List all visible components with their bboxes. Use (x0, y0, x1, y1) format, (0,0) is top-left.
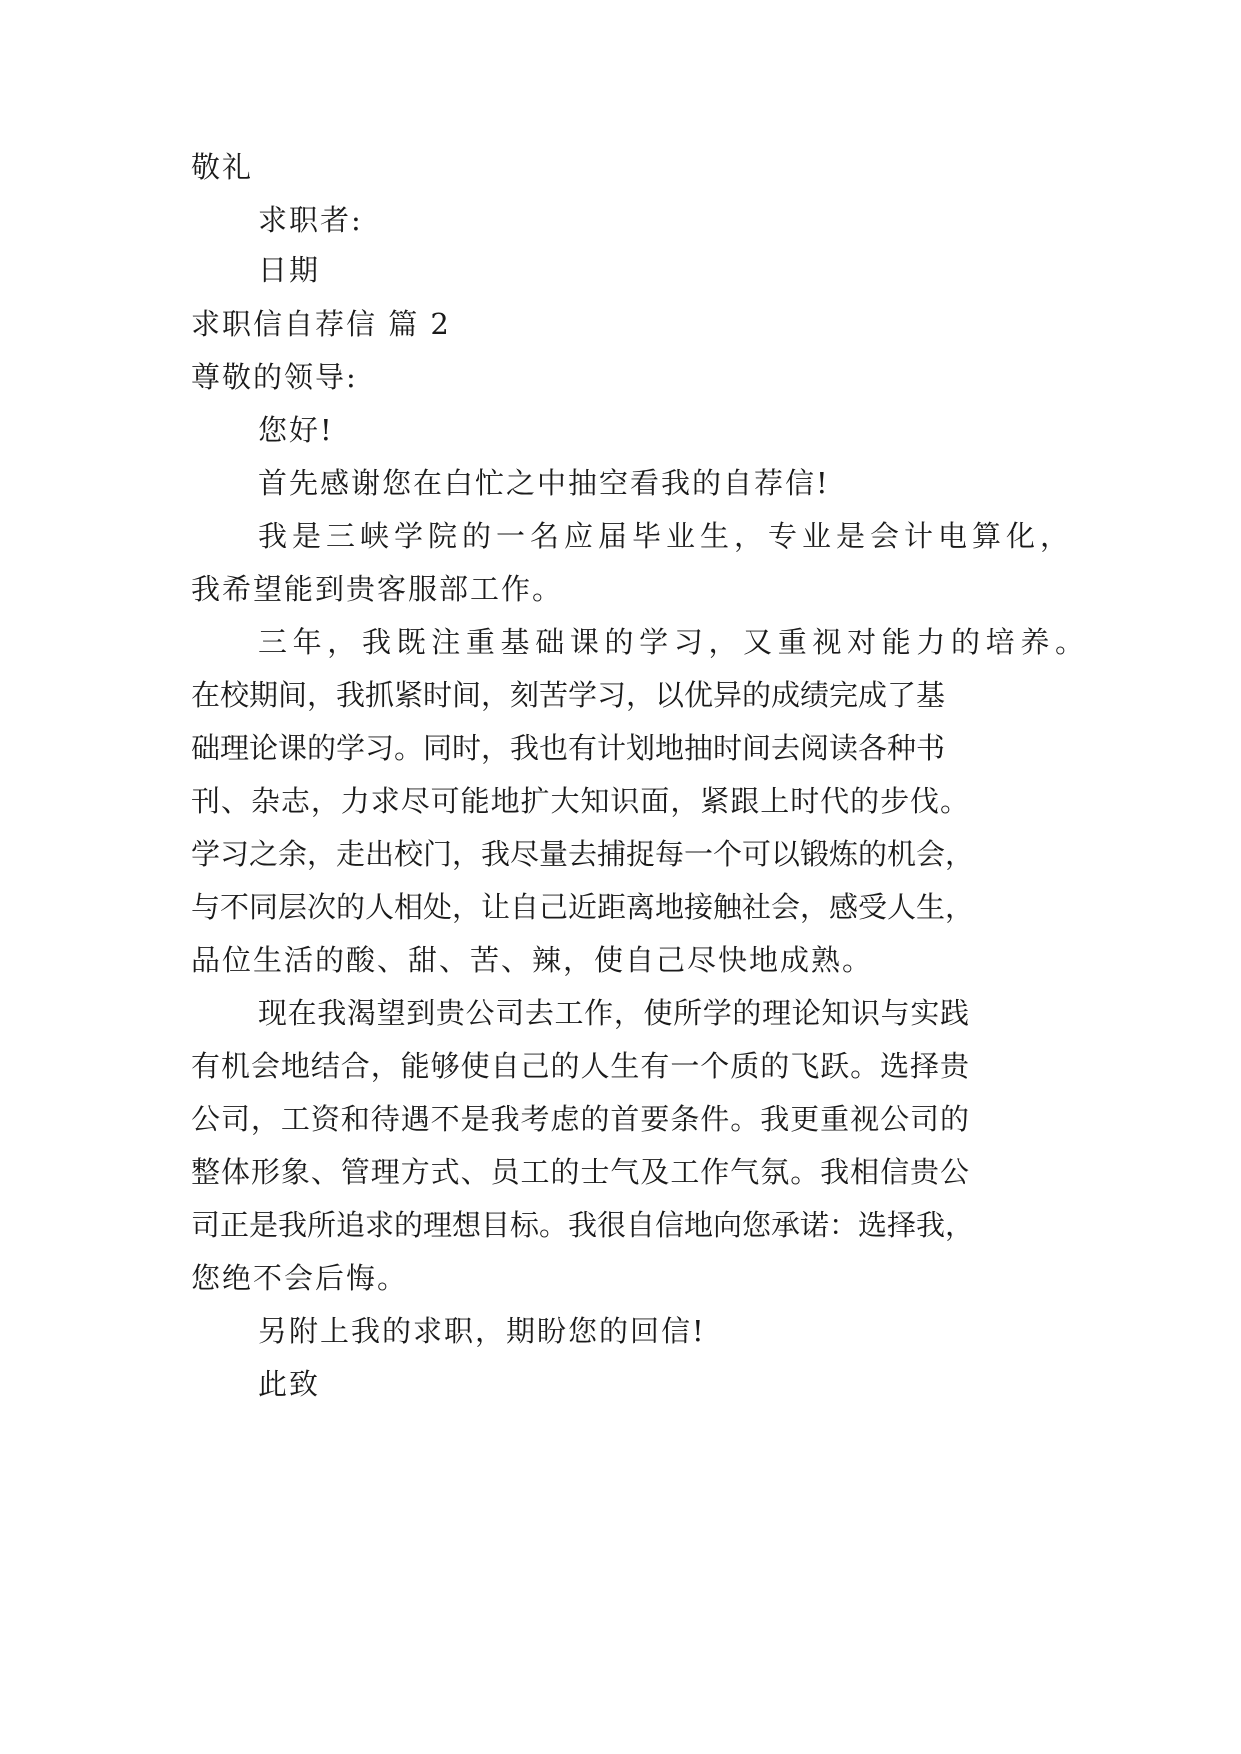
salutation: 尊敬的领导: (191, 360, 358, 394)
paragraph-goal-line: 司正是我所追求的理想目标。我很自信地向您承诺：选择我， (191, 1208, 975, 1242)
closing-text: 敬礼 (191, 150, 254, 184)
paragraph-intro-line: 我是三峡学院的一名应届毕业生，专业是会计电算化， (258, 519, 1069, 553)
date-label: 日期 (258, 253, 321, 287)
paragraph-intro-line: 我希望能到贵客服部工作。 (191, 572, 564, 606)
paragraph-attach: 另附上我的求职，期盼您的回信! (258, 1314, 706, 1348)
section-title: 求职信自荐信 篇 2 (191, 307, 451, 341)
paragraph-study-line: 础理论课的学习。同时，我也有计划地抽时间去阅读各种书 (191, 731, 946, 765)
applicant-label: 求职者: (258, 203, 363, 237)
regards-text: 此致 (258, 1367, 321, 1401)
paragraph-study-line: 三年，我既注重基础课的学习，又重视对能力的培养。 (258, 625, 1084, 659)
paragraph-study-line: 与不同层次的人相处，让自己近距离地接触社会，感受人生， (191, 890, 975, 924)
paragraph-study-line: 学习之余，走出校门，我尽量去捕捉每一个可以锻炼的机会， (191, 837, 975, 871)
paragraph-thanks: 首先感谢您在白忙之中抽空看我的自荐信! (258, 466, 830, 500)
paragraph-study-line: 在校期间，我抓紧时间，刻苦学习，以优异的成绩完成了基 (191, 678, 946, 712)
paragraph-goal-line: 现在我渴望到贵公司去工作，使所学的理论知识与实践 (258, 996, 969, 1030)
paragraph-study-line: 品位生活的酸、甜、苦、辣，使自己尽快地成熟。 (191, 943, 874, 977)
paragraph-goal-line: 您绝不会后悔。 (191, 1261, 409, 1295)
paragraph-goal-line: 有机会地结合，能够使自己的人生有一个质的飞跃。选择贵 (191, 1049, 969, 1083)
paragraph-goal-line: 公司，工资和待遇不是我考虑的首要条件。我更重视公司的 (191, 1102, 969, 1136)
greeting: 您好! (258, 413, 334, 447)
paragraph-goal-line: 整体形象、管理方式、员工的士气及工作气氛。我相信贵公 (191, 1155, 969, 1189)
paragraph-study-line: 刊、杂志，力求尽可能地扩大知识面，紧跟上时代的步伐。 (191, 784, 969, 818)
